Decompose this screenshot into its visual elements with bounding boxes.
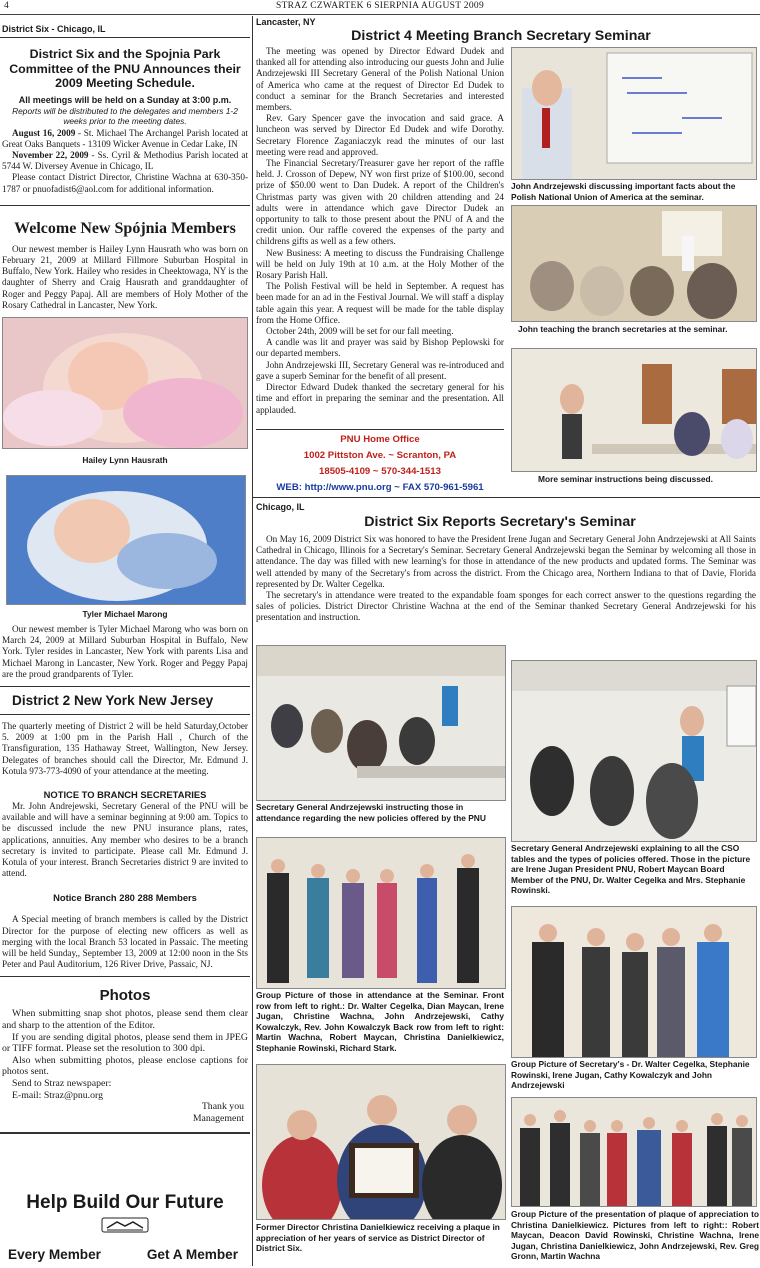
- home-office-phones: 18505-4109 ~ 570-344-1513: [319, 466, 441, 477]
- d6-item-2: - Ss. Cyril & Methodius Parish located at 5744 W. Diversey Avenue in Chicago, IL: [2, 149, 248, 172]
- d4-headline: District 4 Meeting Branch Secretary Seminar: [351, 28, 651, 44]
- left-column: [0, 16, 250, 1134]
- photo-caption-tyler: Tyler Michael Marong: [82, 609, 168, 620]
- d6s-kicker: Chicago, IL: [256, 502, 305, 512]
- d4-photo-2: [511, 205, 757, 322]
- photos-headline: Photos: [99, 987, 151, 1005]
- d6s-body: On May 16, 2009 District Six was honored to have the President Irene Jugan and Secretary General John Andrzejewski at All Saints Cathedral in Chicago, Illinois for a Secretary's Seminar. Secretary General Andrzejewski began the Seminar by welcoming all those in attendance. The day was filled with new learning's for those in attendance of the new products and updated forms. The Seminar was well attended by many of the Secretary's from across the district. From the Chicago area, Northern Indiana to that of Davie, Florida represented by Dr. Walter Cegelka. The secretary's in attendance were treated to the expandable foam sponges for each correct answer to the questions regarding the sales of policies. District Director Christine Wachna at the end of the Seminar thanked Secretary General Andrzejewski for his presentation and instruction.: [256, 534, 756, 623]
- divider: [0, 1132, 250, 1134]
- d6s-photo-b: [511, 660, 757, 842]
- district2-para: The quarterly meeting of District 2 will be held Saturday,October 5. 2009 at 1:00 pm in the Parish Hall , Church of the Transfiguration, 135 Hathaway Street, Wallington, New Jersey. Delegates of branches should call the Director, Mr. Edmund J. Kotula 973-773-4090 of your attendance at the meeting.: [2, 720, 248, 776]
- d6-kicker: District Six - Chicago, IL: [2, 24, 106, 34]
- d6s-headline: District Six Reports Secretary's Seminar: [364, 514, 636, 530]
- notice2-title: Notice Branch 280 288 Members: [53, 892, 197, 904]
- d4-body: The meeting was opened by Director Edward Dudek and thanked all for attending also introducing our guests John and Julie Andrzejewski III Secretary General of the Polish National Union of America who came at the request of Director Ed Dudek to conduct a seminar for the Branch Secretaries and interested members. Rev. Gary Spencer gave the invocation and said grace. A luncheon was served by Director Ed Dudek and wife Dorothy. Secretary Florence Zaganiaczyk read the minutes of our last meeting were read and approved. The Financial Secretary/Treasurer gave her report of the raffle held. J. Crosson of Depew, NY won first prize of $100.00, second prize of $50.00 went to Dan Dudek. A report of the Children's Christmas party was given with 20 children attending and 24 adults were in attendance which gave Director Dudek an opportunity to talk to those present about the PNU of A and the credit union. Our raffle covered the expenses of the party and childrens gifts as well as a few others. New Business: A meeting to discuss the Fundraising Challenge will be held on July 19th at 10 a.m. at the Holy Mother of the Rosary Parish Hall. The Polish Festival will be held in September. A request has been made for an ad in the Festival Journal. We will staff a display table again this year. A request will be made for the table display from the Home Office. October 24th, 2009 will be set for our fall meeting. A candle was lit and prayer was said by Bishop Peplowski for our departed members. John Andrzejewski III, Secretary General was re-introduced and gave a superb Seminar for the benefit of all present. Director Edward Dudek thanked the secretary general for his time and effort in preparing the seminar and the presentation. All applauded.: [256, 46, 504, 415]
- divider: [0, 205, 250, 206]
- photos-body: When submitting snap shot photos, please send them clear and sharp to the attention of the Editor. If you are sending digital photos, please send them in JPEG or TIFF format. Please set the resolution to 300 dpi. Also when submitting photos, please enclose captions for photos sent. Send to Straz newspaper: E-mail: Straz@pnu.org Thank you Management: [2, 1008, 248, 1124]
- get-a-member-label: Get A Member: [146, 1247, 238, 1262]
- d4-photo-3: [511, 348, 757, 472]
- d6s-photo-c: [256, 837, 506, 989]
- d4-photo-1: [511, 47, 757, 180]
- d6s-caption-e: Former Director Christina Danielkiewicz receiving a plaque in appreciation of her years of service as District Director of District Six.: [256, 1222, 500, 1253]
- d4-caption-3: More seminar instructions being discussed.: [538, 474, 713, 484]
- photo-caption-hailey: Hailey Lynn Hausrath: [82, 454, 168, 465]
- d6-note: Reports will be distributed to the delegates and members 1-2 weeks prior to the meeting dates.: [12, 105, 238, 126]
- d6-date-1: August 16, 2009: [12, 127, 76, 138]
- notice-title: NOTICE TO BRANCH SECRETARIES: [43, 788, 207, 800]
- help-build-box: [0, 1186, 250, 1266]
- d6s-photo-a: [256, 645, 506, 801]
- divider: [0, 686, 250, 687]
- handshake-logo-icon: [0, 1217, 250, 1238]
- d6s-caption-c: Group Picture of those in attendance at the Seminar. Front row from left to right.: Dr. Walter Cegelka, Dian Maycan, Irene Jugan, Christine Wachna, John Andrzejewski, Cathy Kowalczyk, Rev. John Kowalczyk Back row from left to right: Martin Wachna, Robert Maycan, Christina Danielkiewicz, Stephanie Rowinski, Richard Stark.: [256, 990, 504, 1053]
- every-member-label: Every Member: [8, 1247, 101, 1262]
- d6-contact: Please contact District Director, Christine Wachna at 630-350-1787 or pnuofadist6@aol.com for additional information.: [2, 172, 248, 194]
- d6-date-2: November 22, 2009: [12, 149, 89, 160]
- district2-headline: District 2 New York New Jersey: [12, 692, 214, 708]
- photos-thanks: Thank you: [201, 1101, 244, 1113]
- photos-signoff: Management: [192, 1112, 244, 1124]
- home-office-web: WEB: http://www.pnu.org ~ FAX 570-961-5961: [276, 482, 484, 493]
- baby-photo-hailey: [2, 317, 248, 449]
- d6s-caption-b: Secretary General Andrzejewski explaining to all the CSO tables and the types of policies offered. Those in the picture are Irene Jugan President PNU, Robert Maycan Board Member of the PNU, Dr. Walter Cegelka and Mrs. Stephanie Rowinski.: [511, 843, 751, 895]
- help-build-headline: Help Build Our Future: [26, 1192, 224, 1213]
- d4-caption-1: John Andrzejewski discussing important facts about the Polish National Union of America at the seminar.: [511, 181, 736, 202]
- d4-caption-2: John teaching the branch secretaries at the seminar.: [518, 324, 728, 334]
- d6s-photo-f: [511, 1097, 757, 1207]
- divider: [0, 976, 250, 977]
- notice-text: Mr. John Andrejewski, Secretary General of the PNU will be available and will have a seminar beginning at 9:00 am. Topics to be discussed include the new PNU insurance plans, rates, applications, annuities. Any member who desires to be a branch secretary is invited to participate. Please call Mr. Edmund J. Kotula of your interest. Branch Secretaries district 9 are invited to attend.: [2, 800, 248, 879]
- divider: [253, 497, 760, 498]
- d6-item-1: - St. Michael The Archangel Parish located at Great Oaks Banquets - 13109 Wicker Avenue in Cedar Lake, IN: [2, 127, 248, 149]
- page-header: [0, 0, 760, 15]
- d4-kicker: Lancaster, NY: [256, 17, 316, 27]
- page-number: 4: [4, 1, 9, 11]
- d6s-photo-d: [511, 906, 757, 1058]
- d6s-caption-f: Group Picture of the presentation of plaque of appreciation to Christina Danielkiewicz. Pictures from left to right:: Robert Maycan, Deacon David Rowinski, Christine Wachna, Irene Jugan, Christina Danielkiewicz, John Andrzejewski, Rev. Greg Gronn, Martin Wachna: [511, 1209, 759, 1261]
- d6s-caption-a: Secretary General Andrzejewski instructing those in attendance regarding the new policies offered by the PNU: [256, 802, 486, 823]
- d6-subhead: All meetings will be held on a Sunday at 3:00 p.m.: [18, 94, 232, 105]
- notice2-text: A Special meeting of branch members is called by the District Director for the purpose of electing new officers as well as merging with the local Branch 53 located in Passaic. The meeting will be held Sunday,, September 13, 2009 at 12:00 noon in the Sts Peter and Paul Auditorium, 126 River Drive, Passaic, NJ.: [2, 914, 248, 970]
- d6s-caption-d: Group Picture of Secretary's - Dr. Walter Cegelka, Stephanie Rowinski, Irene Jugan, Cathy Kowalczyk and John Andrzejewski: [511, 1059, 750, 1090]
- d6-schedule-body: [2, 128, 248, 195]
- welcome-headline: Welcome New Spójnia Members: [14, 219, 236, 237]
- divider: [0, 37, 250, 38]
- home-office-title: PNU Home Office: [340, 434, 420, 445]
- masthead: STRAZ CZWARTEK 6 SIERPNIA AUGUST 2009: [275, 1, 485, 11]
- divider: [0, 714, 250, 715]
- baby-photo-tyler: [6, 475, 246, 605]
- welcome-para-1: Our newest member is Hailey Lynn Hausrath who was born on February 21, 2009 at Millard Fillmore Suburban Hospital in Buffalo, New York. Hailey who resides in Cheektowaga, NY is the daughter of Sherry and Craig Hausrath and granddaughter of Roger and Peggy Papaj. All are members of Holy Mother of the Rosary Cathedral in Lancaster, New York.: [2, 243, 248, 310]
- welcome-para-2: Our newest member is Tyler Michael Marong who was born on March 24, 2009 at Millard Suburban Hospital in Buffalo, New York. Tyler resides in Lancaster, New York with parents Lisa and Michael Marong in Lancaster, New York. Roger and Peggy Papaj are the proud grandparents of Tyler.: [2, 623, 248, 679]
- home-office-address: 1002 Pittston Ave. ~ Scranton, PA: [303, 450, 457, 461]
- column-divider: [252, 16, 253, 1266]
- d6-headline: District Six and the Spojnia Park Committee of the PNU Announces their 2009 Meeting Schedule.: [9, 47, 241, 90]
- d6s-photo-e: [256, 1064, 506, 1220]
- home-office-box: [256, 432, 504, 496]
- divider: [256, 429, 504, 430]
